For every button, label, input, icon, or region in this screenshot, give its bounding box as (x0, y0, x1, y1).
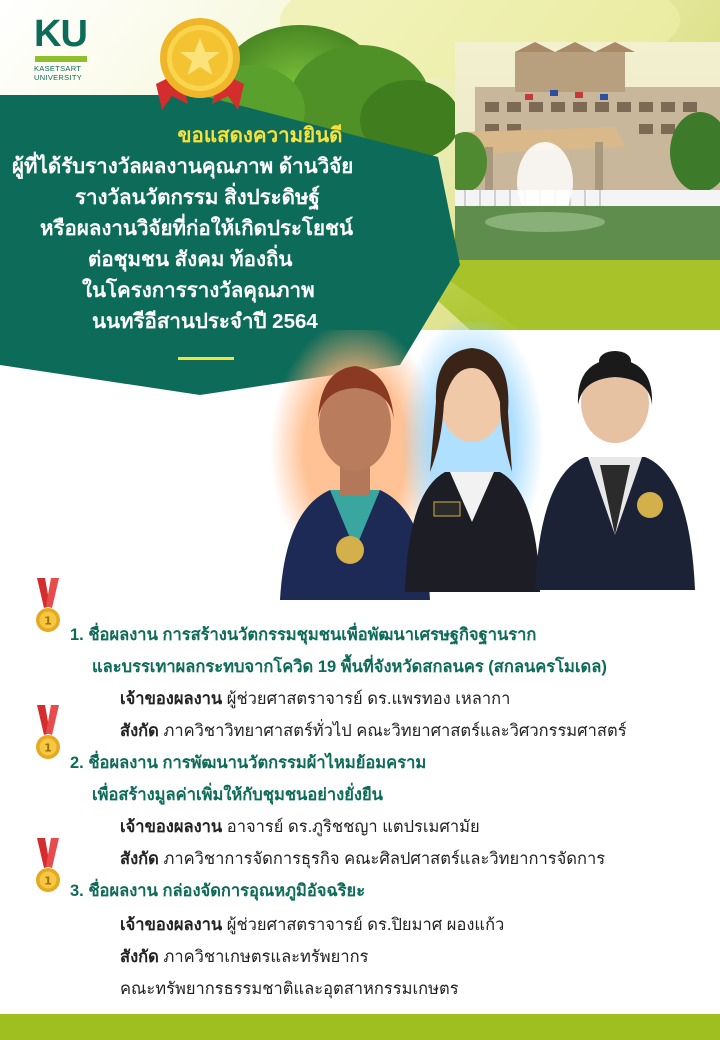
award-2-title-cont: เพื่อสร้างมูลค่าเพิ่มให้กับชุมชนอย่างยั่งยืน (92, 786, 383, 804)
award-1-owner-label: เจ้าของผลงาน (120, 690, 223, 708)
award-1-title-cont: และบรรเทาผลกระทบจากโควิด 19 พื้นที่จังหวัดสกลนคร (สกลนครโมเดล) (92, 658, 607, 676)
award-3-title (70, 878, 365, 904)
award-3-owner-name: ผู้ช่วยศาสตราจารย์ ดร.ปิยมาศ ผองแก้ว (226, 916, 505, 934)
svg-text:1: 1 (44, 874, 52, 888)
award-2-owner-name: อาจารย์ ดร.ภูริชชญา แตปรเมศามัย (226, 818, 480, 836)
award-2-owner-label: เจ้าของผลงาน (120, 818, 223, 836)
award-1-affil-text: ภาควิชาวิทยาศาสตร์ทั่วไป คณะวิทยาศาสตร์และวิศวกรรมศาสตร์ (163, 722, 627, 740)
award-1-owner (120, 686, 510, 712)
award-1-owner-name: ผู้ช่วยศาสตราจารย์ ดร.แพรทอง เหลากา (226, 690, 511, 708)
headline-line-2: รางวัลนวัตกรรม สิ่งประดิษฐ์ (75, 186, 320, 209)
award-2-title-label: ชื่อผลงาน (88, 754, 158, 772)
award-2-affiliation (120, 846, 605, 872)
award-2-title (70, 750, 426, 776)
logo-bar (35, 56, 87, 62)
portrait-3 (530, 345, 700, 590)
award-2-affil-text: ภาควิชาการจัดการธุรกิจ คณะศิลปศาสตร์และวิทยาการจัดการ (163, 850, 606, 868)
award-3-owner-label: เจ้าของผลงาน (120, 916, 223, 934)
headline-line-5: ในโครงการรางวัลคุณภาพ (82, 279, 315, 302)
headline-line-3: หรือผลงานวิจัยที่ก่อให้เกิดประโยชน์ (40, 217, 353, 240)
svg-text:1: 1 (44, 741, 52, 755)
award-1-title (70, 622, 536, 648)
first-place-medal-icon (33, 838, 63, 894)
logo-line1: KASETSART (34, 64, 82, 73)
svg-text:1: 1 (44, 614, 52, 628)
headline (0, 120, 520, 337)
award-2-title-text: การพัฒนานวัตกรรมผ้าไหมย้อมคราม (162, 754, 427, 772)
first-place-medal-icon (33, 578, 63, 634)
ku-logo (34, 14, 96, 82)
award-1-number: 1. (70, 626, 84, 644)
award-2-affil-label: สังกัด (120, 850, 159, 868)
logo-mark: KU (34, 13, 87, 55)
award-2-number: 2. (70, 754, 84, 772)
award-list (0, 570, 720, 1010)
award-1-affiliation (120, 718, 627, 744)
headline-underline (178, 357, 234, 360)
award-3-owner (120, 912, 504, 938)
award-3-number: 3. (70, 882, 84, 900)
award-3-affiliation-cont: คณะทรัพยากรธรรมชาติและอุตสาหกรรมเกษตร (120, 980, 459, 998)
bottom-band (0, 1014, 720, 1040)
award-3-affil-label: สังกัด (120, 948, 159, 966)
headline-congrats: ขอแสดงความยินดี (177, 124, 343, 147)
headline-line-6: นนทรีอีสานประจำปี 2564 (92, 310, 318, 333)
award-3-affiliation (120, 944, 368, 970)
logo-line2: UNIVERSITY (34, 73, 83, 82)
award-1-title-text: การสร้างนวัตกรรมชุมชนเพื่อพัฒนาเศรษฐกิจฐานราก (162, 626, 537, 644)
headline-line-4: ต่อชุมชน สังคม ท้องถิ่น (88, 248, 293, 271)
award-1-title-label: ชื่อผลงาน (88, 626, 158, 644)
gold-star-medal-icon (148, 14, 252, 116)
first-place-medal-icon (33, 705, 63, 761)
portrait-2 (400, 322, 545, 592)
award-1-affil-label: สังกัด (120, 722, 159, 740)
award-2-owner (120, 814, 480, 840)
award-3-title-text: กล่องจัดการอุณหภูมิอัจฉริยะ (162, 882, 366, 900)
headline-line-1: ผู้ที่ได้รับรางวัลผลงานคุณภาพ ด้านวิจัย (12, 155, 354, 178)
award-3-affil-text: ภาควิชาเกษตรและทรัพยากร (163, 948, 369, 966)
award-3-title-label: ชื่อผลงาน (88, 882, 158, 900)
